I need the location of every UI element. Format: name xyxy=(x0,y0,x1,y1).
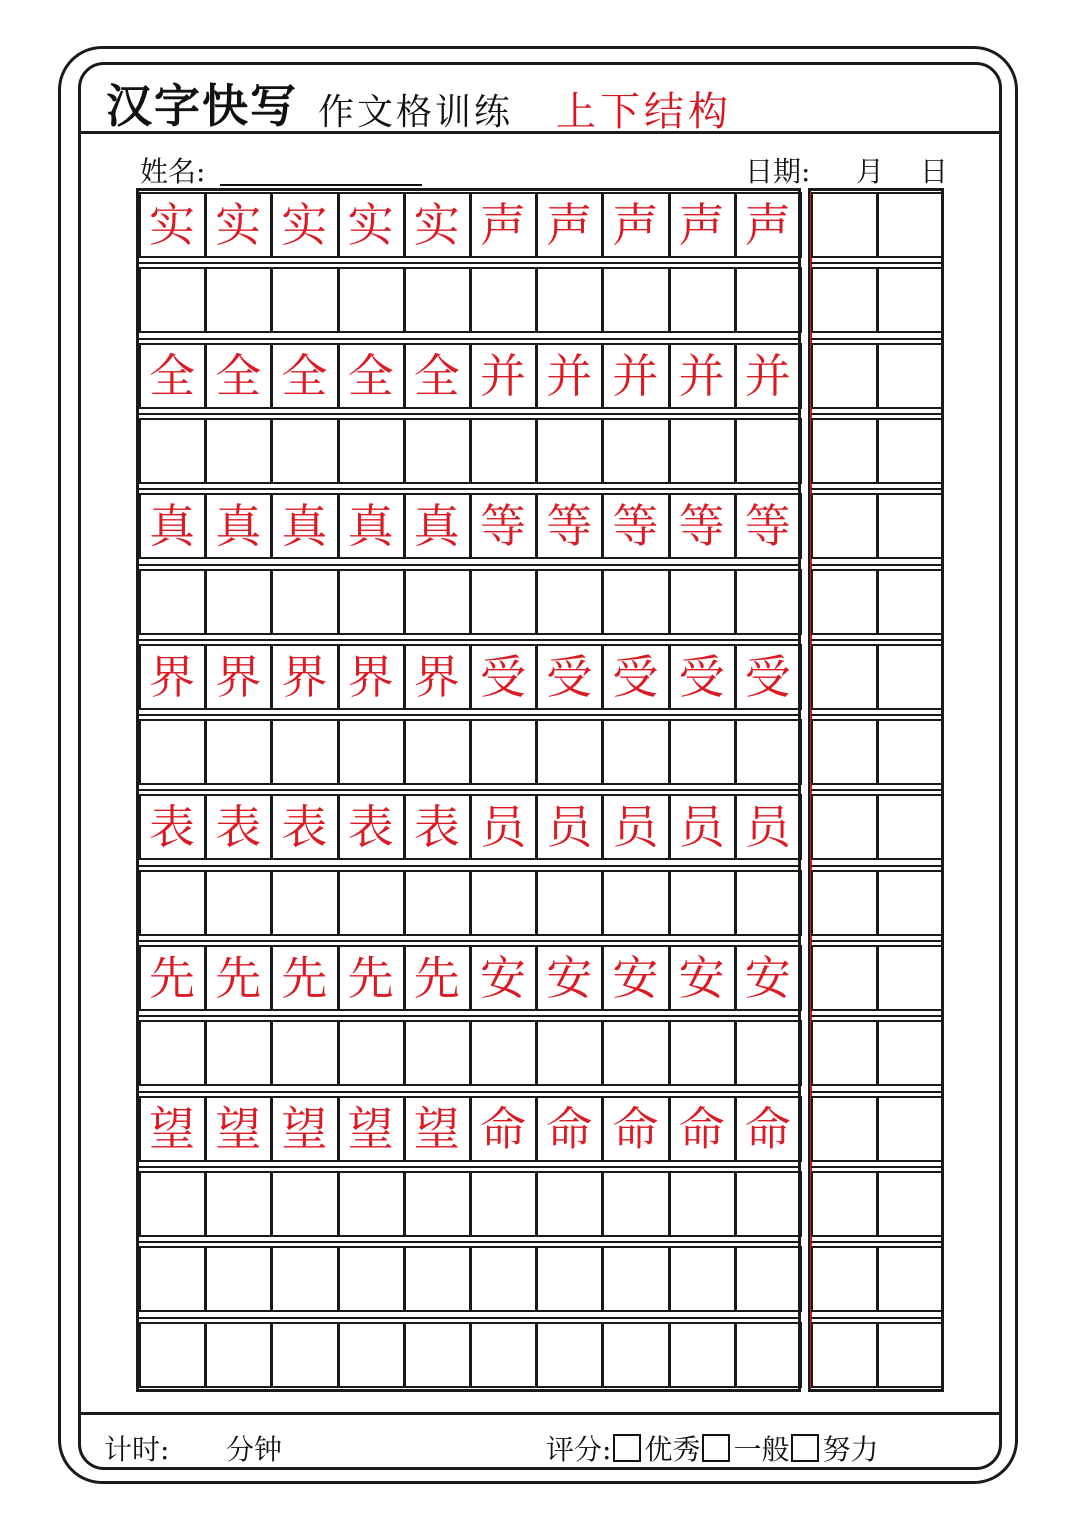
practice-cell[interactable] xyxy=(338,1020,405,1086)
practice-cell[interactable] xyxy=(271,569,338,635)
band-separator xyxy=(139,1091,801,1093)
model-character: 实 xyxy=(347,198,394,252)
model-character: 等 xyxy=(744,499,791,554)
side-practice-cell[interactable] xyxy=(811,644,878,710)
side-practice-cell[interactable] xyxy=(877,493,944,559)
side-band-separator xyxy=(811,1166,943,1168)
score-label: 评分: xyxy=(546,1433,612,1466)
model-character: 受 xyxy=(744,649,791,704)
practice-cell[interactable] xyxy=(271,719,338,785)
model-character: 真 xyxy=(281,499,328,554)
practice-cell[interactable] xyxy=(669,267,736,333)
practice-cell[interactable] xyxy=(470,1246,537,1312)
practice-cell[interactable] xyxy=(735,1171,802,1237)
practice-cell[interactable] xyxy=(536,1246,603,1312)
model-character: 表 xyxy=(281,800,328,855)
practice-cell[interactable] xyxy=(404,1171,471,1237)
practice-cell[interactable] xyxy=(602,1322,669,1388)
band-separator xyxy=(139,789,801,791)
model-character: 全 xyxy=(215,348,262,403)
practice-cell[interactable] xyxy=(602,1246,669,1312)
model-character: 真 xyxy=(215,499,262,554)
side-band-separator xyxy=(811,338,943,340)
practice-cell[interactable] xyxy=(602,267,669,333)
practice-cell[interactable] xyxy=(205,870,272,936)
practice-cell[interactable] xyxy=(205,418,272,484)
practice-cell[interactable] xyxy=(536,1020,603,1086)
model-character: 等 xyxy=(546,499,593,554)
model-character: 等 xyxy=(612,499,659,554)
practice-cell[interactable] xyxy=(139,870,206,936)
name-label: 姓名: xyxy=(140,155,206,188)
side-practice-cell[interactable] xyxy=(811,1020,878,1086)
model-character: 命 xyxy=(546,1101,593,1156)
minutes-label: 分钟 xyxy=(226,1433,283,1466)
practice-cell[interactable] xyxy=(536,1322,603,1388)
practice-cell[interactable] xyxy=(536,1171,603,1237)
model-character: 实 xyxy=(413,198,460,252)
practice-cell[interactable] xyxy=(602,870,669,936)
checkbox-average[interactable] xyxy=(702,1434,730,1462)
model-character: 表 xyxy=(215,800,262,855)
option-excellent: 优秀 xyxy=(644,1433,701,1466)
model-character: 全 xyxy=(413,348,460,403)
practice-cell[interactable] xyxy=(602,418,669,484)
side-practice-cell[interactable] xyxy=(877,343,944,409)
model-character: 望 xyxy=(281,1101,328,1156)
practice-cell[interactable] xyxy=(271,1171,338,1237)
practice-cell[interactable] xyxy=(338,418,405,484)
practice-cell[interactable] xyxy=(669,569,736,635)
band-separator xyxy=(139,1317,801,1319)
practice-cell[interactable] xyxy=(669,870,736,936)
practice-cell[interactable] xyxy=(205,1246,272,1312)
practice-cell[interactable] xyxy=(470,1322,537,1388)
model-character: 安 xyxy=(678,951,725,1005)
model-character: 界 xyxy=(215,649,262,704)
practice-cell[interactable] xyxy=(205,1322,272,1388)
model-character: 安 xyxy=(480,951,526,1005)
practice-cell[interactable] xyxy=(470,267,537,333)
side-band-separator xyxy=(811,639,943,641)
practice-cell[interactable] xyxy=(669,1246,736,1312)
practice-cell[interactable] xyxy=(602,569,669,635)
side-practice-cell[interactable] xyxy=(811,493,878,559)
practice-cell[interactable] xyxy=(205,1020,272,1086)
model-character: 声 xyxy=(480,198,526,252)
band-separator xyxy=(139,488,801,490)
practice-cell[interactable] xyxy=(139,1322,206,1388)
practice-cell[interactable] xyxy=(404,1322,471,1388)
practice-cell[interactable] xyxy=(470,1171,537,1237)
model-character: 真 xyxy=(413,499,460,554)
practice-cell[interactable] xyxy=(735,719,802,785)
model-character: 受 xyxy=(678,649,725,704)
model-character: 员 xyxy=(546,800,593,855)
practice-cell[interactable] xyxy=(139,1020,206,1086)
model-character: 受 xyxy=(612,649,659,704)
model-character: 实 xyxy=(215,198,262,252)
practice-cell[interactable] xyxy=(470,418,537,484)
side-practice-cell[interactable] xyxy=(877,945,944,1011)
model-character: 员 xyxy=(678,800,725,855)
practice-cell[interactable] xyxy=(470,870,537,936)
side-practice-cell[interactable] xyxy=(811,1171,878,1237)
practice-cell[interactable] xyxy=(404,418,471,484)
option-average: 一般 xyxy=(733,1433,790,1466)
side-practice-cell[interactable] xyxy=(811,569,878,635)
practice-cell[interactable] xyxy=(735,1246,802,1312)
practice-cell[interactable] xyxy=(735,1322,802,1388)
footer-divider xyxy=(78,1412,1002,1415)
side-band-separator xyxy=(811,1015,943,1017)
side-band-separator xyxy=(811,262,943,264)
model-character: 声 xyxy=(678,198,725,252)
model-character: 表 xyxy=(413,800,460,855)
practice-cell[interactable] xyxy=(271,267,338,333)
model-character: 界 xyxy=(281,649,328,704)
month-label: 月 xyxy=(856,155,885,188)
score-section xyxy=(546,1428,878,1468)
model-character: 界 xyxy=(149,649,195,704)
practice-cell[interactable] xyxy=(470,1020,537,1086)
side-band-separator xyxy=(811,789,943,791)
practice-cell[interactable] xyxy=(338,267,405,333)
model-character: 真 xyxy=(347,499,394,554)
model-character: 表 xyxy=(149,800,195,855)
model-character: 先 xyxy=(149,951,195,1005)
title-divider xyxy=(78,131,1002,134)
model-character: 等 xyxy=(480,499,526,554)
model-character: 命 xyxy=(480,1101,526,1156)
side-practice-cell[interactable] xyxy=(811,1096,878,1162)
date-label: 日期: xyxy=(745,155,811,188)
practice-cell[interactable] xyxy=(602,1171,669,1237)
day-label: 日 xyxy=(920,155,949,188)
side-band-separator xyxy=(811,1091,943,1093)
worksheet-topic: 上下结构 xyxy=(556,89,732,135)
option-effort: 努力 xyxy=(822,1433,879,1466)
model-character: 先 xyxy=(215,951,262,1005)
side-practice-cell[interactable] xyxy=(811,870,878,936)
practice-cell[interactable] xyxy=(139,418,206,484)
model-character: 实 xyxy=(281,198,328,252)
model-character: 命 xyxy=(744,1101,791,1156)
practice-cell[interactable] xyxy=(602,719,669,785)
practice-cell[interactable] xyxy=(139,719,206,785)
model-character: 并 xyxy=(480,348,526,403)
practice-cell[interactable] xyxy=(338,1322,405,1388)
band-separator xyxy=(139,940,801,942)
practice-cell[interactable] xyxy=(404,267,471,333)
side-practice-cell[interactable] xyxy=(877,719,944,785)
practice-cell[interactable] xyxy=(404,1020,471,1086)
side-practice-cell[interactable] xyxy=(811,343,878,409)
model-character: 望 xyxy=(413,1101,460,1156)
practice-cell[interactable] xyxy=(470,719,537,785)
practice-cell[interactable] xyxy=(271,418,338,484)
model-character: 声 xyxy=(744,198,791,252)
side-practice-cell[interactable] xyxy=(811,1322,878,1388)
practice-cell[interactable] xyxy=(735,1020,802,1086)
practice-cell[interactable] xyxy=(536,418,603,484)
side-practice-cell[interactable] xyxy=(877,1096,944,1162)
practice-cell[interactable] xyxy=(404,1246,471,1312)
practice-cell[interactable] xyxy=(735,569,802,635)
practice-cell[interactable] xyxy=(205,719,272,785)
model-character: 命 xyxy=(678,1101,725,1156)
practice-cell[interactable] xyxy=(271,870,338,936)
side-practice-cell[interactable] xyxy=(877,1322,944,1388)
practice-cell[interactable] xyxy=(669,1322,736,1388)
side-band-separator xyxy=(811,1317,943,1319)
side-practice-cell[interactable] xyxy=(877,794,944,860)
practice-cell[interactable] xyxy=(271,1246,338,1312)
practice-cell[interactable] xyxy=(602,1020,669,1086)
model-character: 并 xyxy=(678,348,725,403)
practice-cell[interactable] xyxy=(669,719,736,785)
worksheet-subtitle: 作文格训练 xyxy=(318,92,514,133)
model-character: 员 xyxy=(612,800,659,855)
band-separator xyxy=(139,413,801,415)
side-band-separator xyxy=(811,865,943,867)
side-practice-cell[interactable] xyxy=(811,1246,878,1312)
model-character: 员 xyxy=(744,800,791,855)
side-practice-cell[interactable] xyxy=(811,267,878,333)
side-practice-cell[interactable] xyxy=(877,644,944,710)
band-separator xyxy=(139,714,801,716)
practice-cell[interactable] xyxy=(404,870,471,936)
practice-cell[interactable] xyxy=(205,267,272,333)
model-character: 全 xyxy=(347,348,394,403)
name-field[interactable] xyxy=(220,184,422,186)
model-character: 等 xyxy=(678,499,725,554)
practice-cell[interactable] xyxy=(139,569,206,635)
side-band-separator xyxy=(811,488,943,490)
model-character: 受 xyxy=(480,649,526,704)
side-practice-cell[interactable] xyxy=(811,945,878,1011)
band-separator xyxy=(139,1015,801,1017)
side-band-separator xyxy=(811,1241,943,1243)
practice-cell[interactable] xyxy=(338,870,405,936)
model-character: 命 xyxy=(612,1101,659,1156)
model-character: 安 xyxy=(612,951,659,1005)
practice-cell[interactable] xyxy=(536,719,603,785)
model-character: 并 xyxy=(612,348,659,403)
model-character: 安 xyxy=(744,951,791,1005)
model-character: 声 xyxy=(612,198,659,252)
model-character: 先 xyxy=(347,951,394,1005)
side-practice-cell[interactable] xyxy=(811,192,878,258)
practice-cell[interactable] xyxy=(404,569,471,635)
practice-cell[interactable] xyxy=(669,1171,736,1237)
band-separator xyxy=(139,262,801,264)
model-character: 界 xyxy=(413,649,460,704)
model-character: 实 xyxy=(149,198,195,252)
side-practice-cell[interactable] xyxy=(877,870,944,936)
model-character: 表 xyxy=(347,800,394,855)
side-practice-cell[interactable] xyxy=(877,267,944,333)
practice-cell[interactable] xyxy=(470,569,537,635)
side-practice-cell[interactable] xyxy=(877,1020,944,1086)
side-band-separator xyxy=(811,413,943,415)
side-practice-cell[interactable] xyxy=(877,418,944,484)
practice-cell[interactable] xyxy=(139,267,206,333)
model-character: 真 xyxy=(149,499,195,554)
side-practice-cell[interactable] xyxy=(811,794,878,860)
side-practice-cell[interactable] xyxy=(811,719,878,785)
practice-cell[interactable] xyxy=(338,569,405,635)
practice-cell[interactable] xyxy=(404,719,471,785)
band-separator xyxy=(139,1241,801,1243)
band-separator xyxy=(139,564,801,566)
model-character: 并 xyxy=(546,348,593,403)
side-practice-cell[interactable] xyxy=(877,1246,944,1312)
practice-cell[interactable] xyxy=(338,1171,405,1237)
practice-cell[interactable] xyxy=(205,569,272,635)
side-practice-cell[interactable] xyxy=(811,418,878,484)
model-character: 望 xyxy=(347,1101,394,1156)
model-character: 并 xyxy=(744,348,791,403)
worksheet-title: 汉字快写 xyxy=(106,79,298,133)
side-band-separator xyxy=(811,564,943,566)
band-separator xyxy=(139,1166,801,1168)
practice-cell[interactable] xyxy=(139,1171,206,1237)
side-practice-cell[interactable] xyxy=(877,1171,944,1237)
practice-cell[interactable] xyxy=(338,1246,405,1312)
model-character: 声 xyxy=(546,198,593,252)
timer-label: 计时: xyxy=(104,1433,170,1466)
side-band-separator xyxy=(811,714,943,716)
side-band-separator xyxy=(811,940,943,942)
practice-cell[interactable] xyxy=(669,418,736,484)
checkbox-effort[interactable] xyxy=(791,1434,819,1462)
band-separator xyxy=(139,865,801,867)
model-character: 安 xyxy=(546,951,593,1005)
checkbox-excellent[interactable] xyxy=(613,1434,641,1462)
practice-cell[interactable] xyxy=(536,267,603,333)
side-practice-cell[interactable] xyxy=(877,569,944,635)
band-separator xyxy=(139,639,801,641)
model-character: 员 xyxy=(480,800,526,855)
side-practice-cell[interactable] xyxy=(877,192,944,258)
model-character: 全 xyxy=(281,348,328,403)
practice-cell[interactable] xyxy=(271,1322,338,1388)
band-separator xyxy=(139,338,801,340)
model-character: 望 xyxy=(149,1101,195,1156)
model-character: 受 xyxy=(546,649,593,704)
model-character: 望 xyxy=(215,1101,262,1156)
practice-cell[interactable] xyxy=(205,1171,272,1237)
practice-cell[interactable] xyxy=(669,1020,736,1086)
practice-cell[interactable] xyxy=(338,719,405,785)
model-character: 先 xyxy=(413,951,460,1005)
model-character: 界 xyxy=(347,649,394,704)
practice-cell[interactable] xyxy=(735,870,802,936)
practice-cell[interactable] xyxy=(271,1020,338,1086)
practice-cell[interactable] xyxy=(735,418,802,484)
practice-cell[interactable] xyxy=(536,870,603,936)
practice-cell[interactable] xyxy=(735,267,802,333)
model-character: 先 xyxy=(281,951,328,1005)
practice-cell[interactable] xyxy=(139,1246,206,1312)
model-character: 全 xyxy=(149,348,195,403)
practice-cell[interactable] xyxy=(536,569,603,635)
